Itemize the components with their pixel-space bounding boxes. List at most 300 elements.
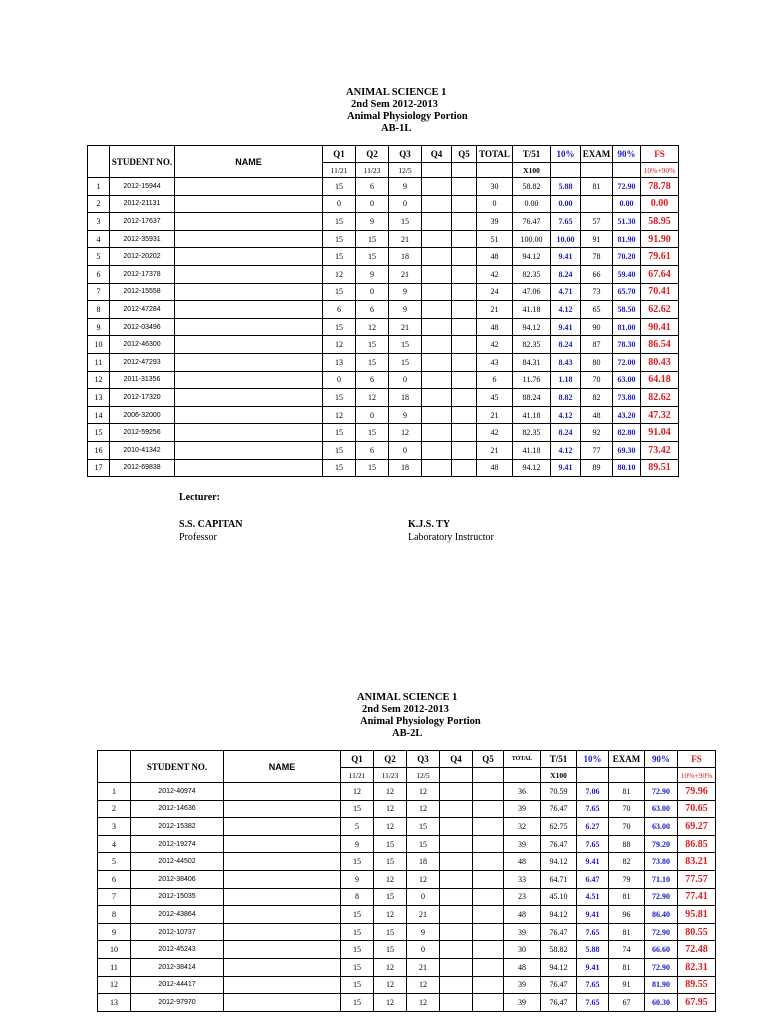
table-row xyxy=(98,941,716,959)
q4-score xyxy=(422,318,452,336)
row-index: 16 xyxy=(88,441,110,459)
t51-score: 82.35 xyxy=(513,336,551,354)
total-score: 39 xyxy=(504,835,541,853)
student-number: 2012-17637 xyxy=(110,213,175,231)
table-row xyxy=(98,994,716,1012)
lecturer-name: S.S. CAPITAN xyxy=(179,519,243,530)
final-score: 89.51 xyxy=(641,459,679,477)
q1-score: 15 xyxy=(323,424,356,442)
total-score: 39 xyxy=(504,994,541,1012)
t51-score: 94.12 xyxy=(513,248,551,266)
row-index: 10 xyxy=(98,941,131,959)
t51-score: 100.00 xyxy=(513,230,551,248)
student-name xyxy=(224,835,341,853)
q3-score: 15 xyxy=(389,336,422,354)
q5-score xyxy=(473,800,504,818)
ninety-percent-score: 86.40 xyxy=(645,906,678,924)
q4-score xyxy=(422,336,452,354)
q2-score: 15 xyxy=(356,248,389,266)
table-row xyxy=(98,958,716,976)
section-label: AB-1L xyxy=(381,123,412,134)
q3-header: Q3 xyxy=(407,751,440,768)
q3-score: 0 xyxy=(407,888,440,906)
total-score: 48 xyxy=(477,248,513,266)
table-row xyxy=(88,441,679,459)
total-score: 36 xyxy=(504,783,541,801)
ten-percent-score: 6.27 xyxy=(577,818,609,836)
student-name xyxy=(224,941,341,959)
row-index: 8 xyxy=(98,906,131,924)
t51-score: 82.35 xyxy=(513,265,551,283)
q3-score: 21 xyxy=(389,265,422,283)
q5-score xyxy=(473,888,504,906)
final-score: 77.41 xyxy=(678,888,716,906)
student-number: 2012-17320 xyxy=(110,389,175,407)
table-row xyxy=(98,906,716,924)
q1-score: 15 xyxy=(323,213,356,231)
student-name xyxy=(175,230,323,248)
q1-score: 15 xyxy=(323,318,356,336)
q1-score: 15 xyxy=(341,923,374,941)
q3-score: 9 xyxy=(389,301,422,319)
q4-score xyxy=(422,195,452,213)
row-index: 5 xyxy=(98,853,131,871)
table-row xyxy=(88,195,679,213)
lecturer-signature xyxy=(179,518,242,544)
final-score: 77.57 xyxy=(678,870,716,888)
fs-formula: 10%+90% xyxy=(641,163,679,178)
q1-score: 5 xyxy=(341,818,374,836)
ten-sub xyxy=(577,768,609,783)
exam-header: EXAM xyxy=(581,146,613,163)
index-header xyxy=(88,146,110,178)
q1-score: 15 xyxy=(341,994,374,1012)
total-score: 33 xyxy=(504,870,541,888)
table-row xyxy=(88,424,679,442)
student-number: 2012-44502 xyxy=(131,853,224,871)
t51-score: 11.76 xyxy=(513,371,551,389)
t51-score: 76.47 xyxy=(541,800,577,818)
student-name xyxy=(175,178,323,196)
table-row xyxy=(88,353,679,371)
section-1-heading xyxy=(346,87,468,135)
table-row xyxy=(88,230,679,248)
exam-score: 81 xyxy=(609,923,645,941)
q4-score xyxy=(422,424,452,442)
row-index: 2 xyxy=(88,195,110,213)
total-score: 42 xyxy=(477,424,513,442)
row-index: 3 xyxy=(98,818,131,836)
grades-table-body xyxy=(88,146,679,477)
q4-score xyxy=(422,441,452,459)
final-score: 73.42 xyxy=(641,441,679,459)
t51-score: 88.24 xyxy=(513,389,551,407)
q3-score: 12 xyxy=(407,994,440,1012)
ten-percent-score: 4.12 xyxy=(551,441,581,459)
student-number: 2012-20202 xyxy=(110,248,175,266)
ten-percent-score: 5.88 xyxy=(577,941,609,959)
exam-score: 88 xyxy=(609,835,645,853)
grades-table-ab-1l xyxy=(87,145,679,477)
q1-score: 13 xyxy=(323,353,356,371)
total-header: TOTAL xyxy=(477,146,513,163)
student-name xyxy=(224,783,341,801)
q2-score: 15 xyxy=(374,888,407,906)
ten-percent-score: 4.51 xyxy=(577,888,609,906)
q2-score: 6 xyxy=(356,178,389,196)
q5-score xyxy=(452,195,477,213)
total-score: 30 xyxy=(504,941,541,959)
ninety-percent-score: 73.80 xyxy=(613,389,641,407)
t51-header: T/51 xyxy=(541,751,577,768)
exam-score: 48 xyxy=(581,406,613,424)
row-index: 15 xyxy=(88,424,110,442)
total-score: 43 xyxy=(477,353,513,371)
q3-score: 0 xyxy=(389,195,422,213)
row-index: 5 xyxy=(88,248,110,266)
q2-score: 15 xyxy=(356,424,389,442)
q3-score: 0 xyxy=(389,371,422,389)
exam-score: 73 xyxy=(581,283,613,301)
q2-score: 9 xyxy=(356,213,389,231)
student-name xyxy=(224,870,341,888)
table-row xyxy=(98,976,716,994)
exam-score: 82 xyxy=(609,853,645,871)
table-row xyxy=(88,389,679,407)
student-number: 2012-17378 xyxy=(110,265,175,283)
ninety-percent-score: 82.80 xyxy=(613,424,641,442)
semester-label: 2nd Sem 2012-2013 xyxy=(362,704,449,715)
q4-date xyxy=(440,768,473,783)
total-score: 48 xyxy=(504,906,541,924)
q2-score: 0 xyxy=(356,406,389,424)
q1-score: 15 xyxy=(341,958,374,976)
q3-score: 12 xyxy=(407,800,440,818)
q2-score: 12 xyxy=(374,870,407,888)
exam-score: 87 xyxy=(581,336,613,354)
q3-score: 15 xyxy=(389,213,422,231)
t51-score: 84.31 xyxy=(513,353,551,371)
table-row xyxy=(88,248,679,266)
final-score: 95.81 xyxy=(678,906,716,924)
ten-percent-score: 4.12 xyxy=(551,406,581,424)
q1-score: 12 xyxy=(323,336,356,354)
row-index: 7 xyxy=(88,283,110,301)
ten-percent-score: 7.65 xyxy=(577,923,609,941)
q4-score xyxy=(440,870,473,888)
q1-score: 0 xyxy=(323,195,356,213)
q1-header: Q1 xyxy=(323,146,356,163)
ninety-percent-header: 90% xyxy=(645,751,678,768)
q1-score: 12 xyxy=(323,406,356,424)
q4-score xyxy=(440,800,473,818)
q5-score xyxy=(473,853,504,871)
section-2-heading xyxy=(357,692,481,740)
q5-date xyxy=(473,768,504,783)
instructor-title: Laboratory Instructor xyxy=(408,532,494,543)
q4-score xyxy=(422,283,452,301)
q5-score xyxy=(452,353,477,371)
student-number: 2012-46300 xyxy=(110,336,175,354)
t51-score: 94.12 xyxy=(513,318,551,336)
total-score: 24 xyxy=(477,283,513,301)
student-number: 2012-15035 xyxy=(131,888,224,906)
student-name xyxy=(224,958,341,976)
student-name xyxy=(175,406,323,424)
student-name xyxy=(224,976,341,994)
q1-score: 15 xyxy=(341,906,374,924)
q3-score: 15 xyxy=(389,353,422,371)
q5-score xyxy=(473,818,504,836)
ten-percent-score: 9.41 xyxy=(551,248,581,266)
ten-percent-score: 7.65 xyxy=(577,800,609,818)
q3-score: 0 xyxy=(407,941,440,959)
q2-header: Q2 xyxy=(374,751,407,768)
lecturer-label: Lecturer: xyxy=(179,492,220,503)
ten-percent-header: 10% xyxy=(577,751,609,768)
q4-score xyxy=(440,835,473,853)
q4-score xyxy=(422,230,452,248)
t51-score: 45.10 xyxy=(541,888,577,906)
q5-score xyxy=(473,835,504,853)
student-number: 2012-14636 xyxy=(131,800,224,818)
total-score: 39 xyxy=(504,976,541,994)
student-name xyxy=(224,853,341,871)
final-score: 67.64 xyxy=(641,265,679,283)
course-title: ANIMAL SCIENCE 1 xyxy=(357,692,458,703)
q4-score xyxy=(440,941,473,959)
q1-score: 6 xyxy=(323,301,356,319)
student-name xyxy=(175,336,323,354)
q4-score xyxy=(440,818,473,836)
t51-score: 58.82 xyxy=(541,941,577,959)
q2-score: 15 xyxy=(356,353,389,371)
student-number: 2012-15382 xyxy=(131,818,224,836)
q4-score xyxy=(422,178,452,196)
row-index: 12 xyxy=(88,371,110,389)
total-score: 42 xyxy=(477,265,513,283)
q3-score: 9 xyxy=(389,406,422,424)
exam-score: 81 xyxy=(609,783,645,801)
table-row xyxy=(88,406,679,424)
q5-score xyxy=(452,406,477,424)
total-score: 23 xyxy=(504,888,541,906)
table-row xyxy=(98,835,716,853)
student-number: 2010-41342 xyxy=(110,441,175,459)
table-row xyxy=(88,178,679,196)
q4-score xyxy=(422,301,452,319)
exam-score: 91 xyxy=(581,230,613,248)
ninety-percent-score: 81.90 xyxy=(613,230,641,248)
final-score: 83.21 xyxy=(678,853,716,871)
q2-score: 12 xyxy=(374,800,407,818)
ninety-percent-score: 78.30 xyxy=(613,336,641,354)
table-row xyxy=(88,265,679,283)
q2-score: 15 xyxy=(356,230,389,248)
q1-score: 15 xyxy=(323,459,356,477)
table-row xyxy=(98,923,716,941)
q1-score: 15 xyxy=(323,178,356,196)
exam-score: 74 xyxy=(609,941,645,959)
student-name xyxy=(175,195,323,213)
q5-score xyxy=(473,923,504,941)
total-score: 21 xyxy=(477,441,513,459)
ninety-percent-score: 72.90 xyxy=(645,923,678,941)
ninety-percent-score: 70.20 xyxy=(613,248,641,266)
row-index: 6 xyxy=(88,265,110,283)
q1-score: 15 xyxy=(341,853,374,871)
student-name xyxy=(224,818,341,836)
q4-score xyxy=(422,213,452,231)
student-no-header: STUDENT NO. xyxy=(131,751,224,783)
final-score: 86.85 xyxy=(678,835,716,853)
student-name xyxy=(175,265,323,283)
semester-label: 2nd Sem 2012-2013 xyxy=(351,99,438,110)
portion-label: Animal Physiology Portion xyxy=(360,716,481,727)
table-row xyxy=(98,783,716,801)
ten-percent-score: 5.88 xyxy=(551,178,581,196)
student-name xyxy=(175,283,323,301)
header-row xyxy=(88,146,679,163)
table-row xyxy=(88,283,679,301)
q5-score xyxy=(473,941,504,959)
t51-score: 76.47 xyxy=(541,976,577,994)
student-name xyxy=(224,994,341,1012)
student-name xyxy=(175,424,323,442)
q2-score: 15 xyxy=(374,941,407,959)
student-number: 2012-21131 xyxy=(110,195,175,213)
row-index: 9 xyxy=(88,318,110,336)
total-score: 48 xyxy=(504,853,541,871)
ten-sub xyxy=(551,163,581,178)
q2-score: 15 xyxy=(356,336,389,354)
q2-score: 6 xyxy=(356,371,389,389)
table-row xyxy=(98,853,716,871)
q4-score xyxy=(440,923,473,941)
q2-score: 12 xyxy=(374,906,407,924)
final-score: 62.62 xyxy=(641,301,679,319)
row-index: 7 xyxy=(98,888,131,906)
row-index: 1 xyxy=(98,783,131,801)
t51-score: 94.12 xyxy=(541,906,577,924)
q5-score xyxy=(473,994,504,1012)
q2-score: 12 xyxy=(374,783,407,801)
student-number: 2011-31356 xyxy=(110,371,175,389)
q3-score: 12 xyxy=(389,424,422,442)
q3-score: 18 xyxy=(407,853,440,871)
exam-score: 89 xyxy=(581,459,613,477)
q2-score: 12 xyxy=(356,318,389,336)
table-row xyxy=(88,459,679,477)
t51-score: 76.47 xyxy=(513,213,551,231)
q4-score xyxy=(422,406,452,424)
q1-score: 0 xyxy=(323,371,356,389)
q2-score: 15 xyxy=(374,835,407,853)
ten-percent-score: 8.24 xyxy=(551,265,581,283)
total-sub xyxy=(477,163,513,178)
q3-score: 18 xyxy=(389,459,422,477)
t51-score: 76.47 xyxy=(541,994,577,1012)
student-number: 2012-40974 xyxy=(131,783,224,801)
q5-score xyxy=(452,248,477,266)
q4-score xyxy=(422,353,452,371)
q3-score: 15 xyxy=(407,835,440,853)
ten-percent-score: 10.00 xyxy=(551,230,581,248)
table-row xyxy=(88,318,679,336)
t51-score: 94.12 xyxy=(513,459,551,477)
total-score: 39 xyxy=(477,213,513,231)
ten-percent-score: 7.65 xyxy=(577,835,609,853)
table-row xyxy=(88,301,679,319)
q1-score: 15 xyxy=(323,230,356,248)
exam-sub xyxy=(609,768,645,783)
q3-score: 12 xyxy=(407,870,440,888)
final-score: 47.32 xyxy=(641,406,679,424)
student-name xyxy=(175,389,323,407)
q1-score: 12 xyxy=(323,265,356,283)
q4-score xyxy=(440,888,473,906)
ten-percent-score: 8.24 xyxy=(551,336,581,354)
x100-label: X100 xyxy=(513,163,551,178)
table-row xyxy=(98,818,716,836)
exam-score: 92 xyxy=(581,424,613,442)
section-label: AB-2L xyxy=(392,728,423,739)
q3-score: 21 xyxy=(389,230,422,248)
ninety-percent-score: 72.90 xyxy=(613,178,641,196)
q5-score xyxy=(473,958,504,976)
q4-header: Q4 xyxy=(440,751,473,768)
final-score: 79.96 xyxy=(678,783,716,801)
total-score: 30 xyxy=(477,178,513,196)
q3-score: 12 xyxy=(407,783,440,801)
row-index: 6 xyxy=(98,870,131,888)
total-score: 21 xyxy=(477,301,513,319)
exam-score: 82 xyxy=(581,389,613,407)
final-score: 86.54 xyxy=(641,336,679,354)
q4-score xyxy=(422,248,452,266)
q4-date xyxy=(422,163,452,178)
q5-header: Q5 xyxy=(452,146,477,163)
final-score: 80.55 xyxy=(678,923,716,941)
final-score: 70.41 xyxy=(641,283,679,301)
student-name xyxy=(175,318,323,336)
ninety-percent-score: 79.20 xyxy=(645,835,678,853)
final-score: 58.95 xyxy=(641,213,679,231)
student-number: 2012-38414 xyxy=(131,958,224,976)
total-score: 48 xyxy=(477,459,513,477)
row-index: 17 xyxy=(88,459,110,477)
name-header: NAME xyxy=(175,146,323,178)
ten-percent-score: 8.43 xyxy=(551,353,581,371)
table-row xyxy=(98,800,716,818)
exam-score: 90 xyxy=(581,318,613,336)
q5-score xyxy=(452,441,477,459)
row-index: 9 xyxy=(98,923,131,941)
q3-score: 12 xyxy=(407,976,440,994)
student-number: 2012-44417 xyxy=(131,976,224,994)
final-score: 89.55 xyxy=(678,976,716,994)
total-score: 48 xyxy=(477,318,513,336)
student-number: 2012-45243 xyxy=(131,941,224,959)
student-number: 2006-32000 xyxy=(110,406,175,424)
index-header xyxy=(98,751,131,783)
t51-score: 82.35 xyxy=(513,424,551,442)
ten-percent-score: 9.41 xyxy=(551,459,581,477)
q2-date: 11/23 xyxy=(374,768,407,783)
ten-percent-score: 1.18 xyxy=(551,371,581,389)
exam-score: 65 xyxy=(581,301,613,319)
q5-score xyxy=(473,870,504,888)
